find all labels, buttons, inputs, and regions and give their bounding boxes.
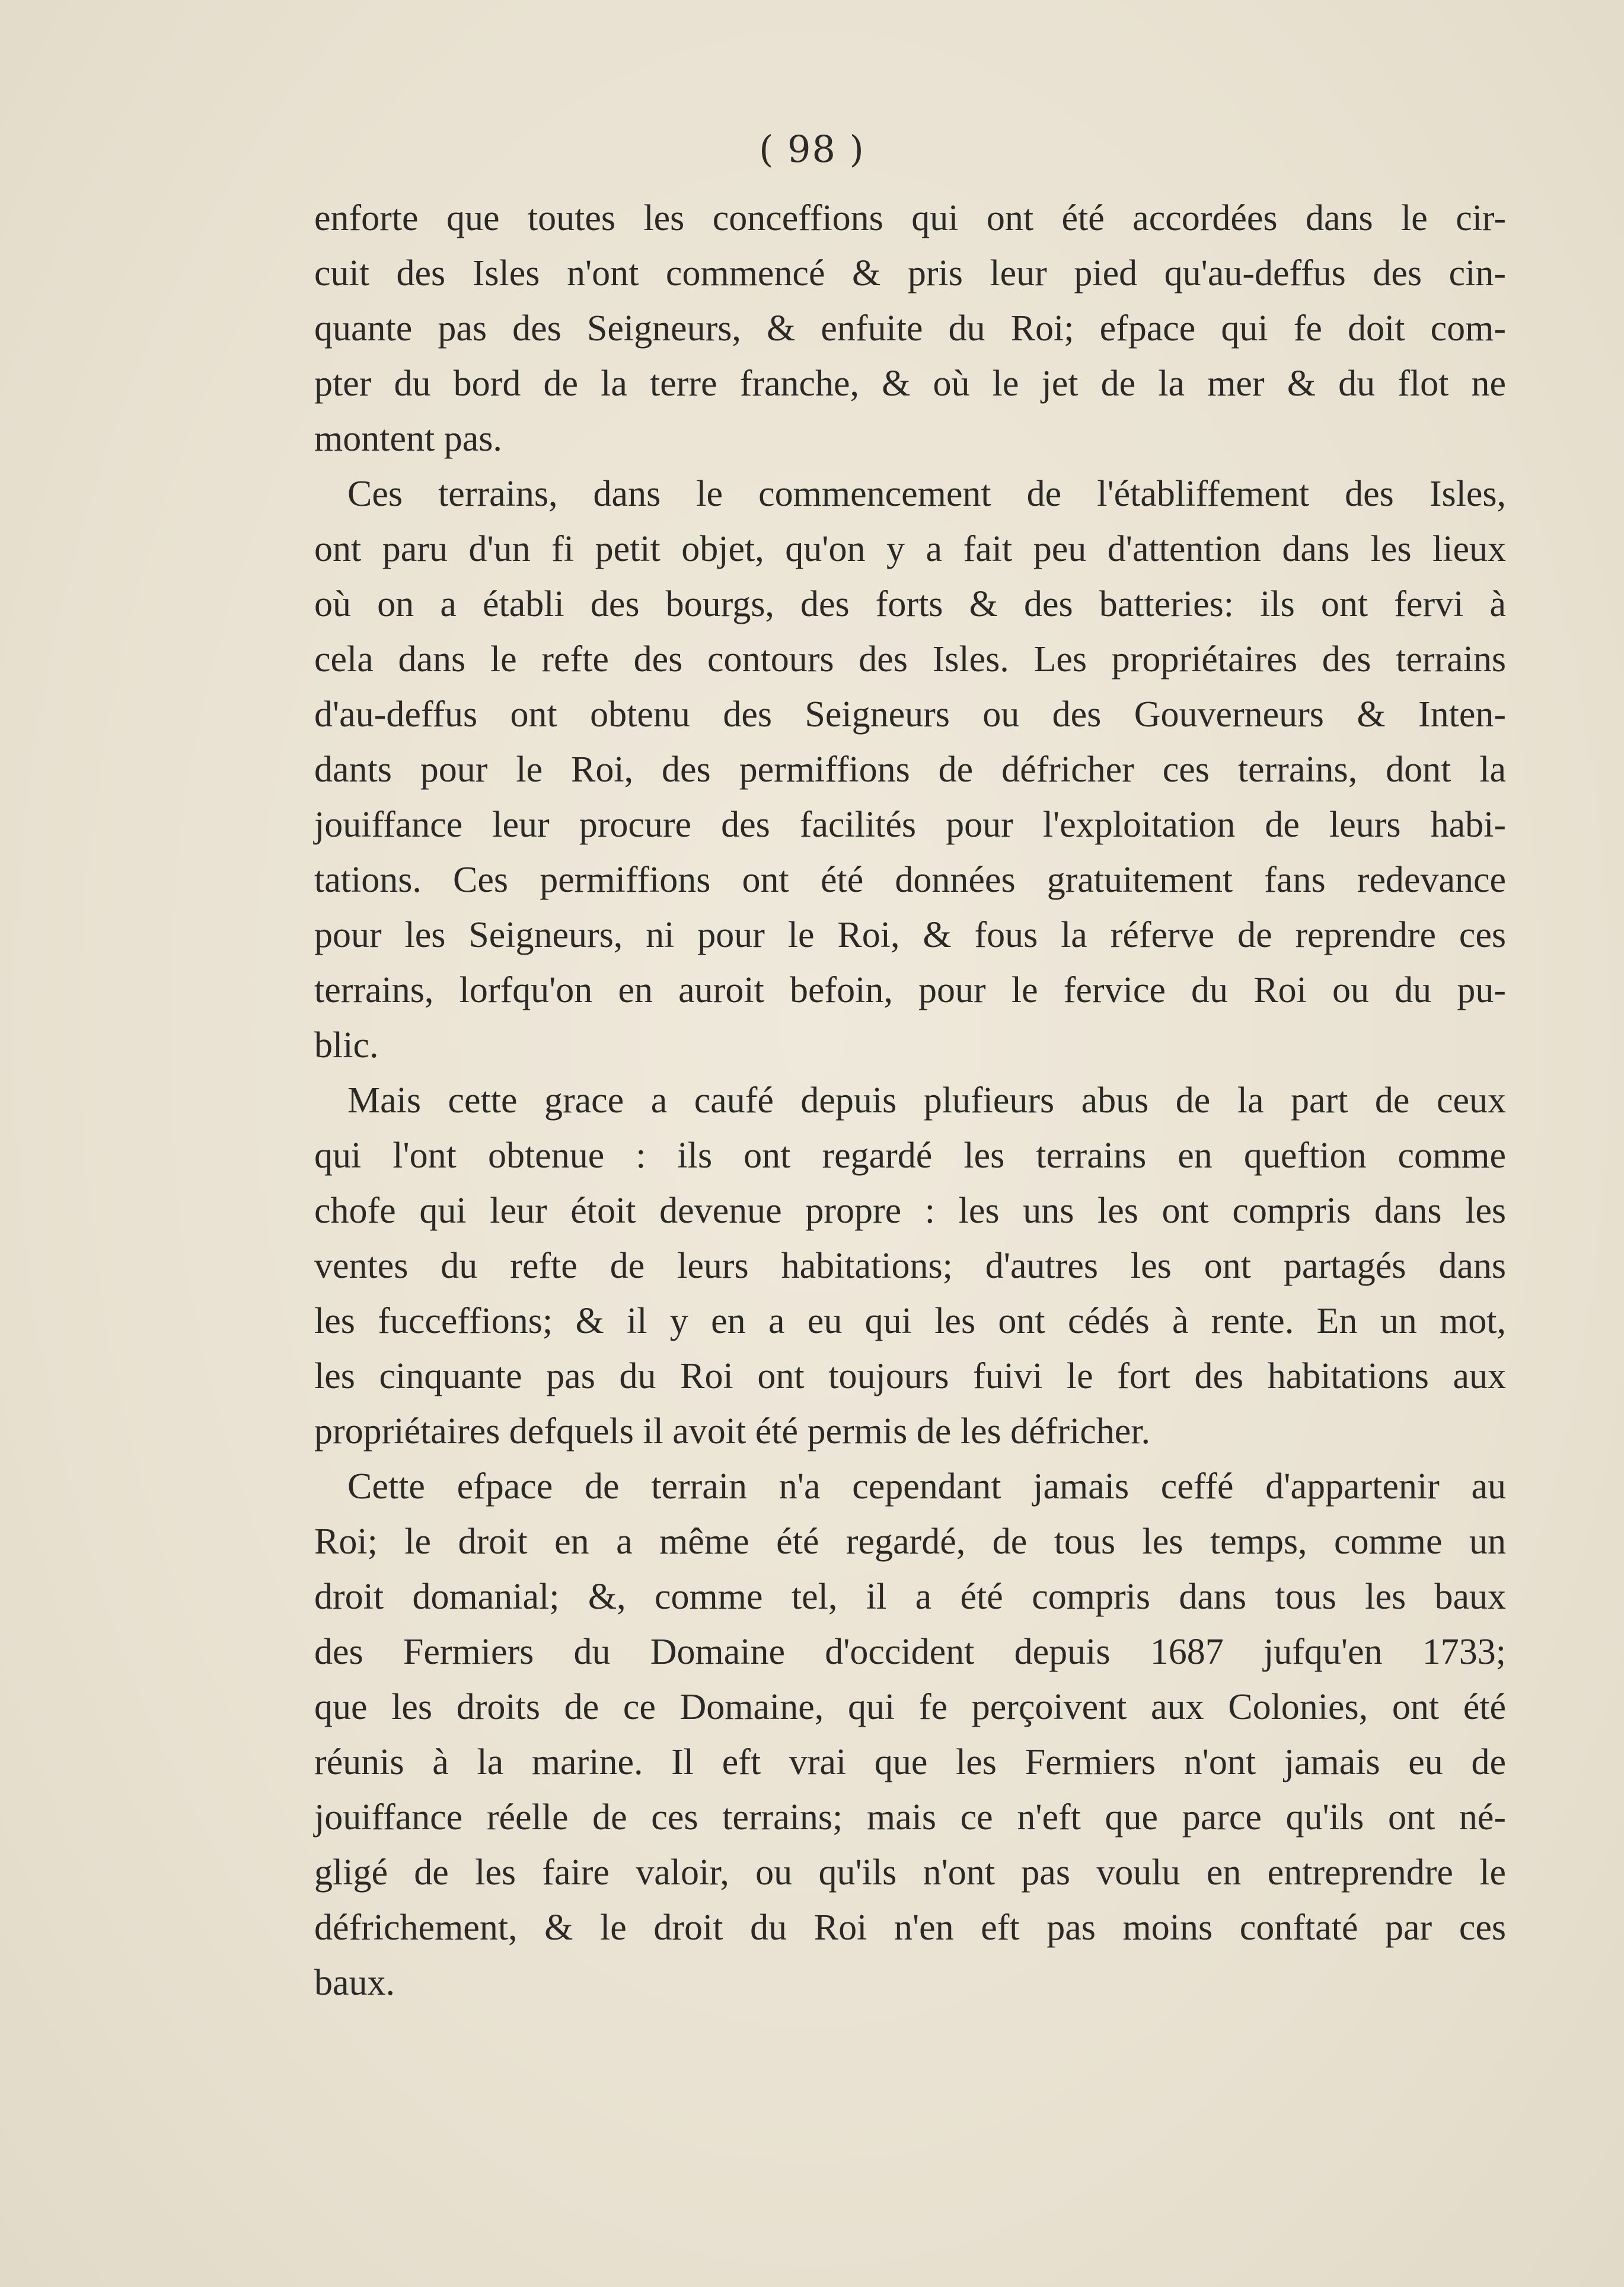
text-line: cela dans le refte des contours des Isles. Les propriétaires des terrains — [314, 639, 1506, 680]
text-line: pour les Seigneurs, ni pour le Roi, & fous la réferve de reprendre ces — [314, 915, 1506, 955]
text-line: Mais cette grace a caufé depuis plufieurs abus de la part de ceux — [347, 1080, 1506, 1121]
paragraph-4 — [314, 1459, 1506, 2011]
text-line: chofe qui leur étoit devenue propre : les uns les ont compris dans les — [314, 1191, 1506, 1231]
text-line: qui l'ont obtenue : ils ont regardé les terrains en queftion comme — [314, 1135, 1506, 1176]
text-line: montent pas. — [314, 419, 502, 459]
text-line: pter du bord de la terre franche, & où le jet de la mer & du flot ne — [314, 363, 1506, 404]
text-line: ont paru d'un fi petit objet, qu'on y a fait peu d'attention dans les lieux — [314, 529, 1506, 569]
paragraph-2 — [314, 467, 1506, 1073]
text-line: Roi; le droit en a même été regardé, de tous les temps, comme un — [314, 1522, 1506, 1562]
text-line: gligé de les faire valoir, ou qu'ils n'ont pas voulu en entreprendre le — [314, 1852, 1506, 1893]
text-line: réunis à la marine. Il eft vrai que les Fermiers n'ont jamais eu de — [314, 1742, 1506, 1782]
text-line: enforte que toutes les conceffions qui ont été accordées dans le cir- — [314, 198, 1506, 238]
text-line: propriétaires defquels il avoit été permis de les défricher. — [314, 1411, 1150, 1452]
text-line: les fucceffions; & il y en a eu qui les ont cédés à rente. En un mot, — [314, 1301, 1506, 1341]
page-number: ( 98 ) — [759, 127, 865, 171]
text-line: jouiffance leur procure des facilités pour l'exploitation de leurs habi- — [314, 805, 1506, 845]
text-line: d'au-deffus ont obtenu des Seigneurs ou des Gouverneurs & Inten- — [314, 694, 1506, 735]
text-line: blic. — [314, 1025, 379, 1066]
text-line: jouiffance réelle de ces terrains; mais ce n'eft que parce qu'ils ont né- — [314, 1797, 1506, 1838]
text-line: où on a établi des bourgs, des forts & des batteries: ils ont fervi à — [314, 584, 1506, 624]
text-line: tations. Ces permiffions ont été données gratuitement fans redevance — [314, 860, 1506, 900]
text-line: Ces terrains, dans le commencement de l'établiffement des Isles, — [347, 474, 1506, 514]
body-text — [314, 191, 1506, 2011]
text-line: baux. — [314, 1963, 395, 2003]
text-line: quante pas des Seigneurs, & enfuite du Roi; efpace qui fe doit com- — [314, 308, 1506, 349]
text-line: droit domanial; &, comme tel, il a été compris dans tous les baux — [314, 1577, 1506, 1617]
text-line: dants pour le Roi, des permiffions de défricher ces terrains, dont la — [314, 749, 1506, 790]
text-line: terrains, lorfqu'on en auroit befoin, pour le fervice du Roi ou du pu- — [314, 970, 1506, 1010]
paragraph-1 — [314, 191, 1506, 467]
text-line: Cette efpace de terrain n'a cependant jamais ceffé d'appartenir au — [347, 1466, 1506, 1507]
text-line: cuit des Isles n'ont commencé & pris leur pied qu'au-deffus des cin- — [314, 253, 1506, 294]
text-line: des Fermiers du Domaine d'occident depuis 1687 jufqu'en 1733; — [314, 1632, 1506, 1672]
paragraph-3 — [314, 1073, 1506, 1459]
text-line: que les droits de ce Domaine, qui fe perçoivent aux Colonies, ont été — [314, 1687, 1506, 1727]
text-line: les cinquante pas du Roi ont toujours fuivi le fort des habitations aux — [314, 1356, 1506, 1396]
text-line: défrichement, & le droit du Roi n'en eft pas moins conftaté par ces — [314, 1908, 1506, 1948]
text-line: ventes du refte de leurs habitations; d'autres les ont partagés dans — [314, 1246, 1506, 1286]
